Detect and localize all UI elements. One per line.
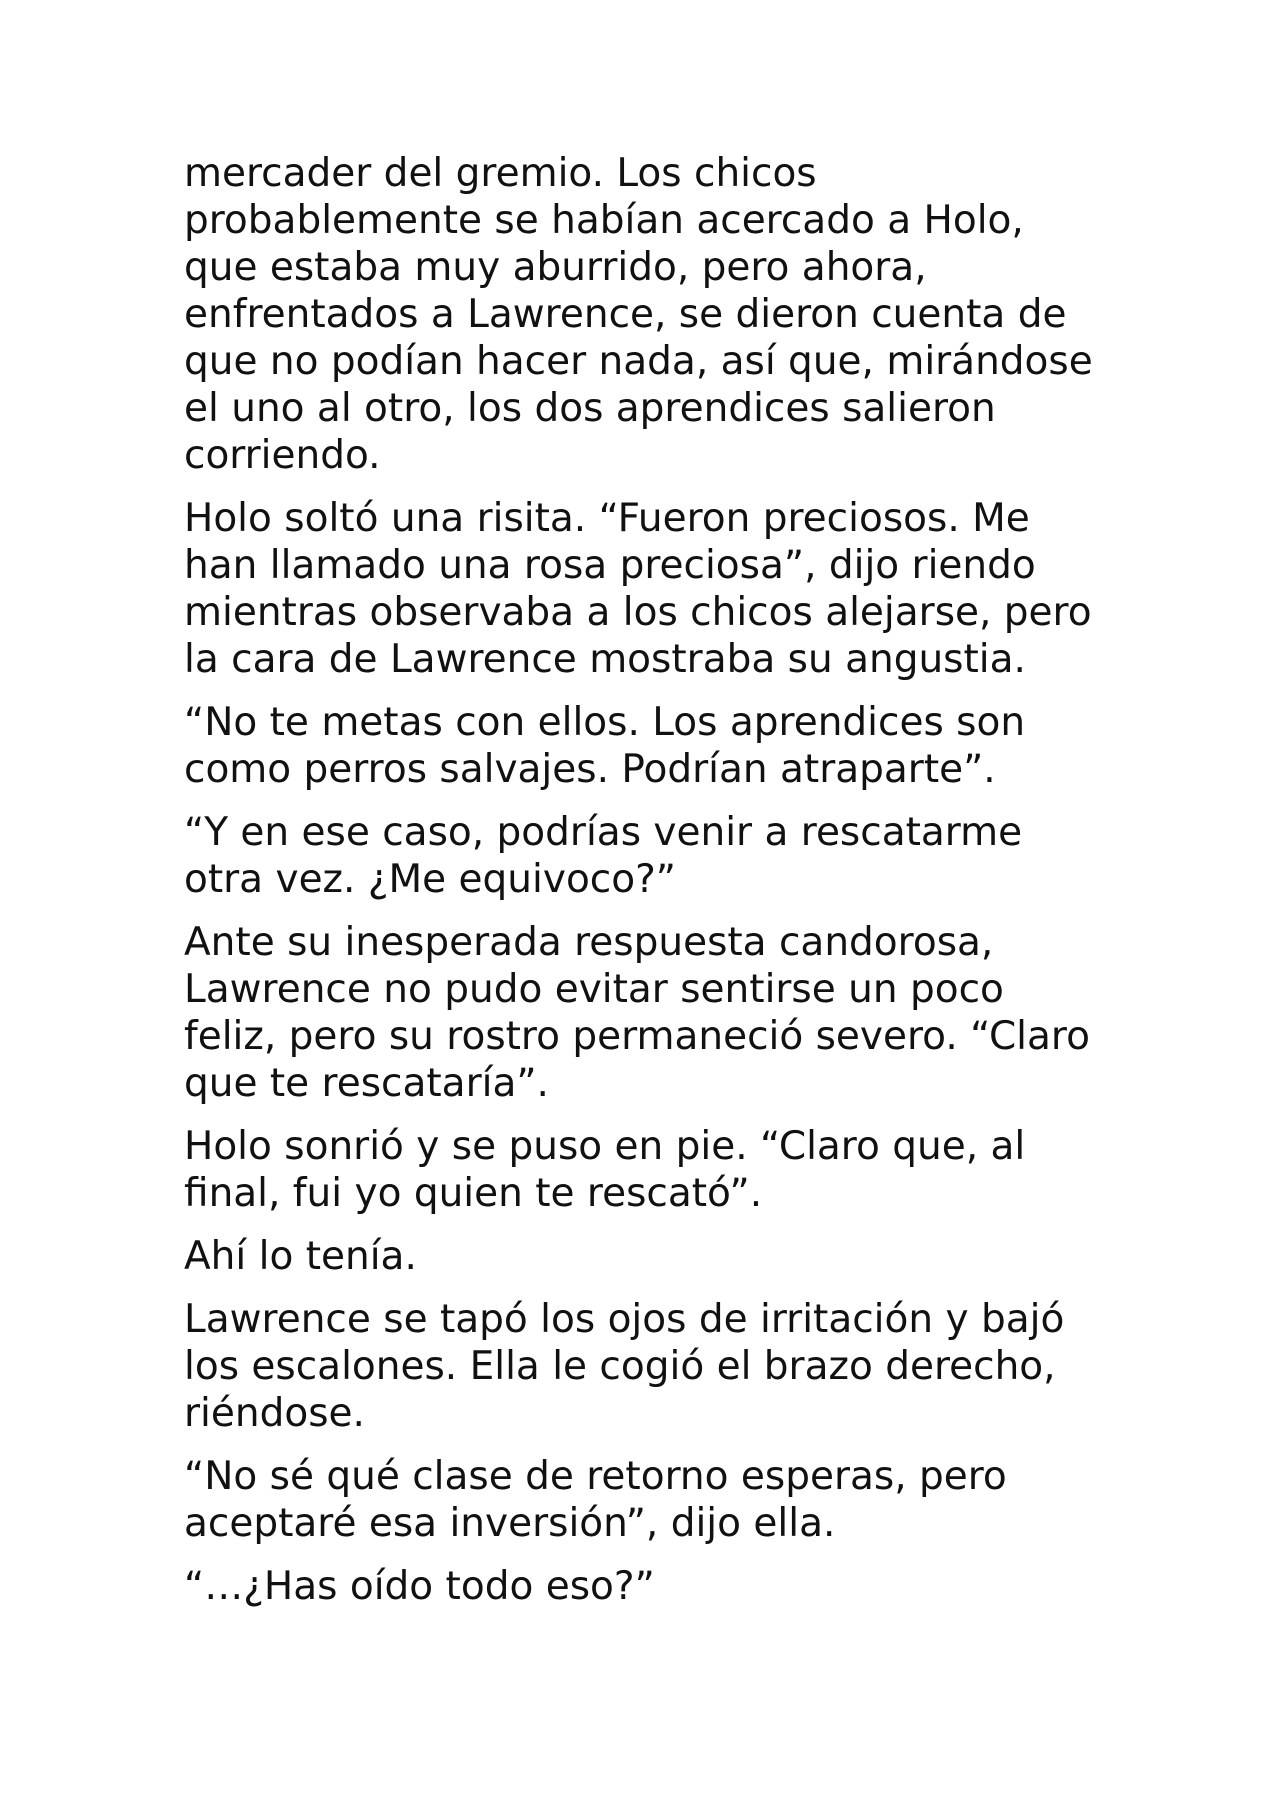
paragraph: “No sé qué clase de retorno esperas, pero aceptaré esa inversión”, dijo ella.	[184, 1454, 1007, 1546]
paragraph: Lawrence se tapó los ojos de irritación y bajó los escalones. Ella le cogió el brazo derecho, riéndose.	[184, 1297, 1065, 1436]
paragraph: Holo soltó una risita. “Fueron preciosos. Me han llamado una rosa preciosa”, dijo riendo mientras observaba a los chicos alejarse, pero la cara de Lawrence mostraba su angustia.	[184, 496, 1092, 682]
paragraph: “Y en ese caso, podrías venir a rescatarme otra vez. ¿Me equivoco?”	[184, 810, 1023, 902]
body-text	[184, 150, 1114, 1626]
paragraph: “No te metas con ellos. Los aprendices son como perros salvajes. Podrían atraparte”.	[184, 700, 1026, 792]
paragraph: “…¿Has oído todo eso?”	[184, 1564, 655, 1609]
paragraph: mercader del gremio. Los chicos probablemente se habían acercado a Holo, que estaba muy aburrido, pero ahora, enfrentados a Lawrence, se dieron cuenta de que no podían hacer nada, así que, mirándose el uno al otro, los dos aprendices salieron corriendo.	[184, 151, 1093, 478]
paragraph: Ante su inesperada respuesta candorosa, Lawrence no pudo evitar sentirse un poco feliz, pero su rostro permaneció severo. “Claro que te rescataría”.	[184, 920, 1090, 1106]
paragraph: Holo sonrió y se puso en pie. “Claro que, al final, fui yo quien te rescató”.	[184, 1124, 1026, 1216]
paragraph: Ahí lo tenía.	[184, 1234, 417, 1279]
